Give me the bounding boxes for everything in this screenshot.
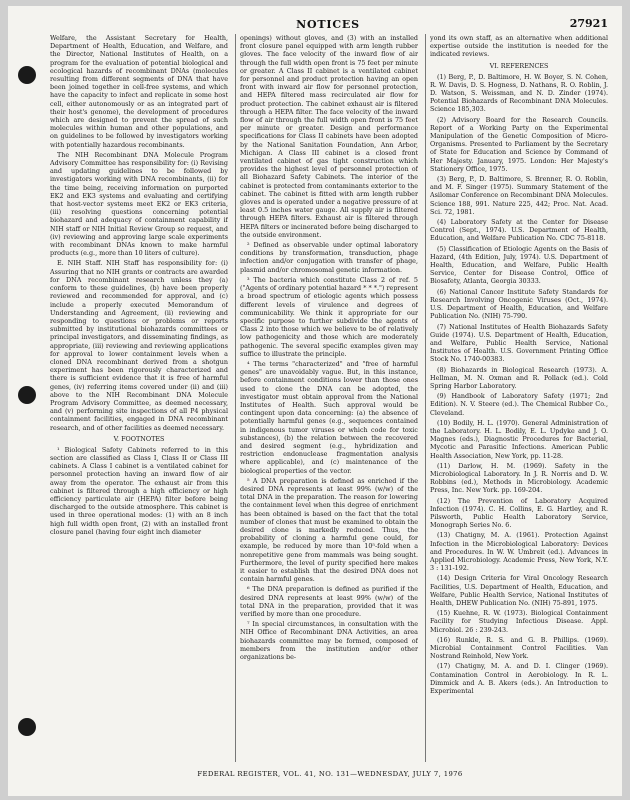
footnote: ⁵ A DNA preparation is defined as enriched if the desired DNA represents at least 99% (w/w) of the total DNA in the preparation. The reason for lowering the containment level when this degree of enrichment has been obtained is based on the fact that the total number of clones that must be examined to obtain the desired clone is markedly reduced. Thus, the probability of cloning a harmful gene could, for example, be reduced by more than 10⁵-fold when a nonrepetitive gene from mammals was being sought. Furthermore, the level of purity specified here makes it easier to establish that the desired DNA does not contain harmful genes. xyxy=(240,476,418,584)
punch-hole-middle xyxy=(18,386,36,404)
punch-hole-bottom xyxy=(18,718,36,736)
footnote: ⁴ The terms "characterized" and "free of harmful genes" are unavoidably vague. But, in this instance, before containment conditions lower than those ones used to clone the DNA can be adopted, the investigator must obtain approval from the National Institutes of Health. Such approval would be contingent upon data concerning: (a) the absence of potentially harmful genes (e.g., sequences contained in indigenous tumor viruses or which code for toxic substances), (b) the relation between the recovered and desired segment (e.g., hybridization and restriction endonuclease fragmentation analysis where applicable), and (c) maintenance of the biological properties of the vector. xyxy=(240,359,418,475)
footnote: ¹ Biological Safety Cabinets referred to in this section are classified as Class I, Class II or Class III cabinets. A Class I cabinet is a ventilated cabinet for personnel protection having an inward flow of air away from the operator. The exhaust air from this cabinet is filtered through a high efficiency or high efficiency particulate air (HEPA) filter before being discharged to the outside atmosphere. This cabinet is used in three operational modes: (1) with an 8 inch high full width open front, (2) with an installed front closure panel (having four eight inch diameter xyxy=(50,445,228,536)
page-number: 27921 xyxy=(569,17,608,30)
paragraph: Welfare, the Assistant Secretary for Health, Department of Health, Education, and Welfare, and the Director, National Institutes of Health, on a program for the evaluation of potential biological and ecological hazards of recombinant DNAs (molecules resulting from different segments of DNA that have been joined together in cell-free systems, and which have the capacity to infect and replicate in some host cell, either autonomously or as an integrated part of their host's genome), the development of procedures which are designed to prevent the spread of such molecules within human and other populations, and on guidelines to be followed by investigators working with potentially hazardous recombinants. xyxy=(50,34,228,149)
document-page xyxy=(8,6,622,796)
reference-item: (3) Berg, P., D. Baltimore, S. Brenner, R. O. Roblin, and M. F. Singer (1975). Summary Statement of the Asilomar Conference on Recombinant DNA Molecules. Science 188, 991. Nature 225, 442; Proc. Nat. Acad. Sci. 72, 1981. xyxy=(430,175,608,216)
reference-item: (10) Bodily, H. L. (1970). General Administration of the Laboratory. H. L. Bodily, E. L. Updyke and J. O. Magnes (eds.), Diagnostic Procedures for Bacterial, Mycotic and Parasitic Infections. American Public Health Association, New York, pp. 11-28. xyxy=(430,418,608,460)
reference-item: (5) Classification of Etiologic Agents on the Basis of Hazard, (4th Edition, July, 1974). U.S. Department of Health, Education, and Welfare, Public Health Service, Center for Disease Control, Office of Biosafety, Atlanta, Georgia 30333. xyxy=(430,244,608,286)
column-2 xyxy=(240,34,418,766)
column-1 xyxy=(50,34,228,766)
footnote: ⁷ In special circumstances, in consultation with the NIH Office of Recombinant DNA Activities, an area biohazards committee may be formed, composed of members from the institution and/or other organizations be- xyxy=(240,620,418,662)
column-divider xyxy=(425,34,426,762)
page-footer: FEDERAL REGISTER, VOL. 41, NO. 131—WEDNESDAY, JULY 7, 1976 xyxy=(197,770,463,778)
reference-item: (1) Berg, P., D. Baltimore, H. W. Boyer, S. N. Cohen, R. W. Davis, D. S. Hogness, D. Nathans, R. O. Roblin, J. D. Watson, S. Weissman, and N. D. Zinder (1974). Potential Biohazards of Recombinant DNA Molecules. Science 185,303. xyxy=(430,72,608,114)
reference-item: (4) Laboratory Safety at the Center for Disease Control (Sept., 1974). U.S. Department of Health, Education, and Welfare Publication No. CDC 75-8118. xyxy=(430,218,608,243)
section-heading-references: VI. REFERENCES xyxy=(489,61,549,70)
reference-item: (11) Darlow, H. M. (1969). Safety in the Microbiological Laboratory. In J. R. Norris and D. W. Robbins (ed.), Methods in Microbiology. Academic Press, Inc. New York. pp. 169-204. xyxy=(430,461,608,495)
reference-item: (2) Advisory Board for the Research Councils. Report of a Working Party on the Experimental Manipulation of the Genetic Composition of Micro-Organisms. Presented to Parliament by the Secretary of State for Education and Science by Command of Her Majesty. January, 1975. London: Her Majesty's Stationery Office, 1975. xyxy=(430,115,608,173)
paragraph: The NIH Recombinant DNA Molecule Program Advisory Committee has responsibility for: (i) Revising and updating guidelines to be followed by investigators working with DNA recombinants, (ii) for the time being, receiving information on purported EK2 and EK3 systems and evaluating and certifying that host-vector systems meet EK2 or EK3 criteria, (iii) resolving questions concerning potential biohazard and adequacy of containment capability if NIH staff or NIH Initial Review Group so request, and (iv) reviewing and approving large scale experiments with recombinant DNAs known to make harmful products (e.g., more than 10 liters of culture). xyxy=(50,150,228,258)
text-columns xyxy=(50,34,610,766)
punch-hole-top xyxy=(18,66,36,84)
reference-item: (7) National Institutes of Health Biohazards Safety Guide (1974). U.S. Department of Health, Education, and Welfare, Public Health Service, National Institutes of Health. U.S. Government Printing Office Stock No. 1740-00383. xyxy=(430,322,608,364)
column-divider xyxy=(235,34,236,762)
reference-item: (17) Chatigny, M. A. and D. I. Clinger (1969). Contamination Control in Aerobiology. In R. L. Dimmick and A. B. Akers (eds.). An Introduction to Experimental xyxy=(430,662,608,696)
reference-item: (14) Design Criteria for Viral Oncology Research Facilities, U.S. Department of Health, Education, and Welfare, Public Health Service, National Institutes of Health, DHEW Publication No. (NIH) 75-891, 1975. xyxy=(430,574,608,607)
reference-item: (16) Runkle, R. S. and G. B. Phillips. (1969). Microbial Containment Control Facilities. Van Nostrand Reinhold, New York. xyxy=(430,635,608,661)
reference-item: (15) Kuehne, R. W. (1973). Biological Containment Facility for Studying Infectious Disease. Appl. Microbiol. 26 : 239-243. xyxy=(430,609,608,634)
section-heading-footnotes: V. FOOTNOTES xyxy=(113,434,165,443)
reference-item: (13) Chatigny, M. A. (1961). Protection Against Infection in the Microbiological Laboratory: Devices and Procedures. In W. W. Umbreit (ed.). Advances in Applied Microbiology. Academic Press, New York, N.Y. 3 : 131-192. xyxy=(430,531,608,573)
footnote: ³ The bacteria which constitute Class 2 of ref. 5 ("Agents of ordinary potential hazard * * *.") represent a broad spectrum of etiologic agents which possess different levels of virulence and degrees of communicability. We think it appropriate for our specific purpose to further subdivide the agents of Class 2 into those which we believe to be of relatively low pathogenicity and those which are moderately pathogenic. The several specific examples given may suffice to illustrate the principle. xyxy=(240,275,418,358)
column-3 xyxy=(430,34,608,766)
reference-item: (6) National Cancer Institute Safety Standards for Research Involving Oncogenic Viruses (Oct., 1974). U.S. Department of Health, Education, and Welfare Publication No. (NIH) 75-790. xyxy=(430,287,608,321)
header-title: NOTICES xyxy=(296,18,360,31)
reference-item: (8) Biohazards in Biological Research (1973). A. Hellman, M. N. Oxman and R. Pollack (ed.). Cold Spring Harbor Laboratory. xyxy=(430,365,608,390)
reference-item: (12) The Prevention of Laboratory Acquired Infection (1974). C. H. Collins, E. G. Hartley, and R. Pilsworth, Public Health Laboratory Service, Monograph Series No. 6. xyxy=(430,496,608,530)
footnote: ⁶ The DNA preparation is defined as purified if the desired DNA represents at least 99% (w/w) of the total DNA in the preparation, provided that it was verified by more than one procedure. xyxy=(240,585,418,619)
paragraph: yond its own staff, as an alternative when additional expertise outside the institution is needed for the indicated reviews. xyxy=(430,34,608,59)
paragraph: openings) without gloves, and (3) with an installed front closure panel equipped with arm length rubber gloves. The face velocity of the inward flow of air through the full width open front is 75 feet per minute or greater. A Class II cabinet is a ventilated cabinet for personnel and product protection having an open front with inward air flow for personnel protection, and HEPA filtered mass recirculated air flow for product protection. The cabinet exhaust air is filtered through a HEPA filter. The face velocity of the inward flow of air through the full width open front is 75 feet per minute or greater. Design and performance specifications for Class II cabinets have been adopted by the National Sanitation Foundation, Ann Arbor, Michigan. A Class III cabinet is a closed front ventilated cabinet of gas tight construction which provides the highest level of personnel protection of all Biohazard Safety Cabinets. The interior of the cabinet is protected from contaminants exterior to the cabinet. The cabinet is fitted with arm length rubber gloves and is operated under a negative pressure of at least 0.5 inches water gauge. All supply air is filtered through HEPA filters. Exhaust air is filtered through HEPA filters or incinerated before being discharged to the outside environment. xyxy=(240,34,418,239)
paragraph: E. NIH Staff. NIH Staff has responsibility for: (i) Assuring that no NIH grants or contracts are awarded for DNA recombinant research unless they (a) conform to these guidelines, (b) have been properly reviewed and recommended for approval, and (c) include a properly executed Memorandum of Understanding and Agreement, (ii) reviewing and responding to questions or problems or reports submitted by institutional biohazards committees or principal investigators, and disseminating findings, as appropriate, (iii) reviewing and reviewing applications for approval to lower containment levels when a cloned DNA recombinant derived from a shotgun experiment has been rigorously characterized and there is sufficient evidence that it is free of harmful genes, (iv) referring items covered under (ii) and (iii) above to the NIH Recombinant DNA Molecule Program Advisory Committee, as deemed necessary, and (v) performing site inspections of all P4 physical containment facilities, engaged in DNA recombinant research, and of other facilities as deemed necessary. xyxy=(50,259,228,432)
footnote: ² Defined as observable under optimal laboratory conditions by transformation, transduction, phage infection and/or conjugation with transfer of phage, plasmid and/or chromosomal genetic information. xyxy=(240,241,418,274)
reference-item: (9) Handbook of Laboratory Safety (1971; 2nd Edition). N. V. Steere (ed.). The Chemical Rubber Co., Cleveland. xyxy=(430,392,608,417)
page-header xyxy=(48,16,608,32)
